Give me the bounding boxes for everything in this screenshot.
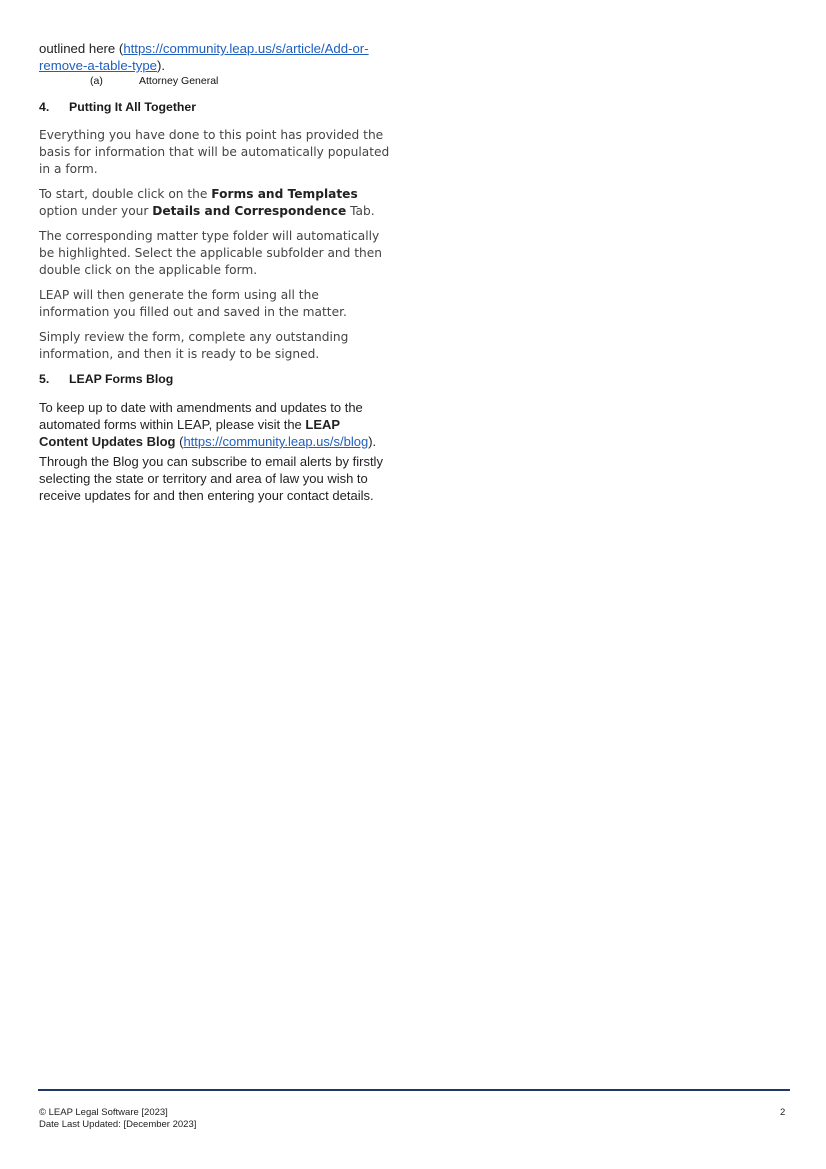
- subitem-row: [39, 75, 391, 91]
- section-4-paragraph-2: [39, 186, 391, 220]
- subitem-text: Attorney General: [139, 75, 219, 87]
- page-number: 2: [780, 1107, 786, 1118]
- content-column: [39, 40, 391, 504]
- section-5-heading: [39, 371, 391, 388]
- details-correspondence-label: Details and Correspondence: [152, 204, 347, 218]
- forms-templates-label: Forms and Templates: [211, 187, 358, 201]
- section-5-title: LEAP Forms Blog: [69, 372, 174, 386]
- section-4-paragraph-4: LEAP will then generate the form using all the information you filled out and saved in the matter.: [39, 288, 347, 319]
- section-5-paragraph-2: Through the Blog you can subscribe to email alerts by firstly selecting the state or territory and area of law you wish to receive updates for and then entering your contact details.: [39, 454, 383, 503]
- section-4-heading: [39, 99, 391, 116]
- section-4-title: Putting It All Together: [69, 100, 197, 114]
- blog-text-b: (: [175, 434, 184, 449]
- footer-divider: [38, 1089, 790, 1091]
- section-5-paragraph-1: [39, 399, 391, 450]
- p2-text-b: option under your: [39, 204, 153, 218]
- p2-text-c: Tab.: [346, 204, 375, 218]
- table-type-article-link[interactable]: https://community.leap.us/s/article/Add-or-remove-a-table-type: [39, 41, 369, 73]
- subitem-label: (a): [90, 75, 103, 87]
- p2-text-a: To start, double click on the: [39, 187, 212, 201]
- blog-name-label: LEAP Content Updates Blog: [39, 417, 340, 449]
- footer-copyright: © LEAP Legal Software [2023]: [39, 1107, 168, 1118]
- section-4-paragraph-3: The corresponding matter type folder will automatically be highlighted. Select the applicable subfolder and then double click on the applicable form.: [39, 229, 382, 277]
- blog-link[interactable]: https://community.leap.us/s/blog: [183, 434, 369, 449]
- section-4-paragraph-5: Simply review the form, complete any outstanding information, and then it is ready to be signed.: [39, 330, 349, 361]
- blog-text-c: ).: [368, 434, 377, 449]
- blog-text-a: To keep up to date with amendments and updates to the automated forms within LEAP, please visit the: [39, 400, 363, 432]
- section-4-paragraph-1: Everything you have done to this point has provided the basis for information that will be automatically populated in a form.: [39, 128, 390, 176]
- section-5-number: 5.: [39, 372, 50, 386]
- section-4-number: 4.: [39, 100, 50, 114]
- intro-text: outlined here (: [39, 41, 124, 56]
- intro-text-end: ).: [157, 58, 166, 73]
- footer-updated: Date Last Updated: [December 2023]: [39, 1119, 197, 1130]
- footer-info: [39, 1107, 196, 1131]
- intro-paragraph: [39, 40, 391, 74]
